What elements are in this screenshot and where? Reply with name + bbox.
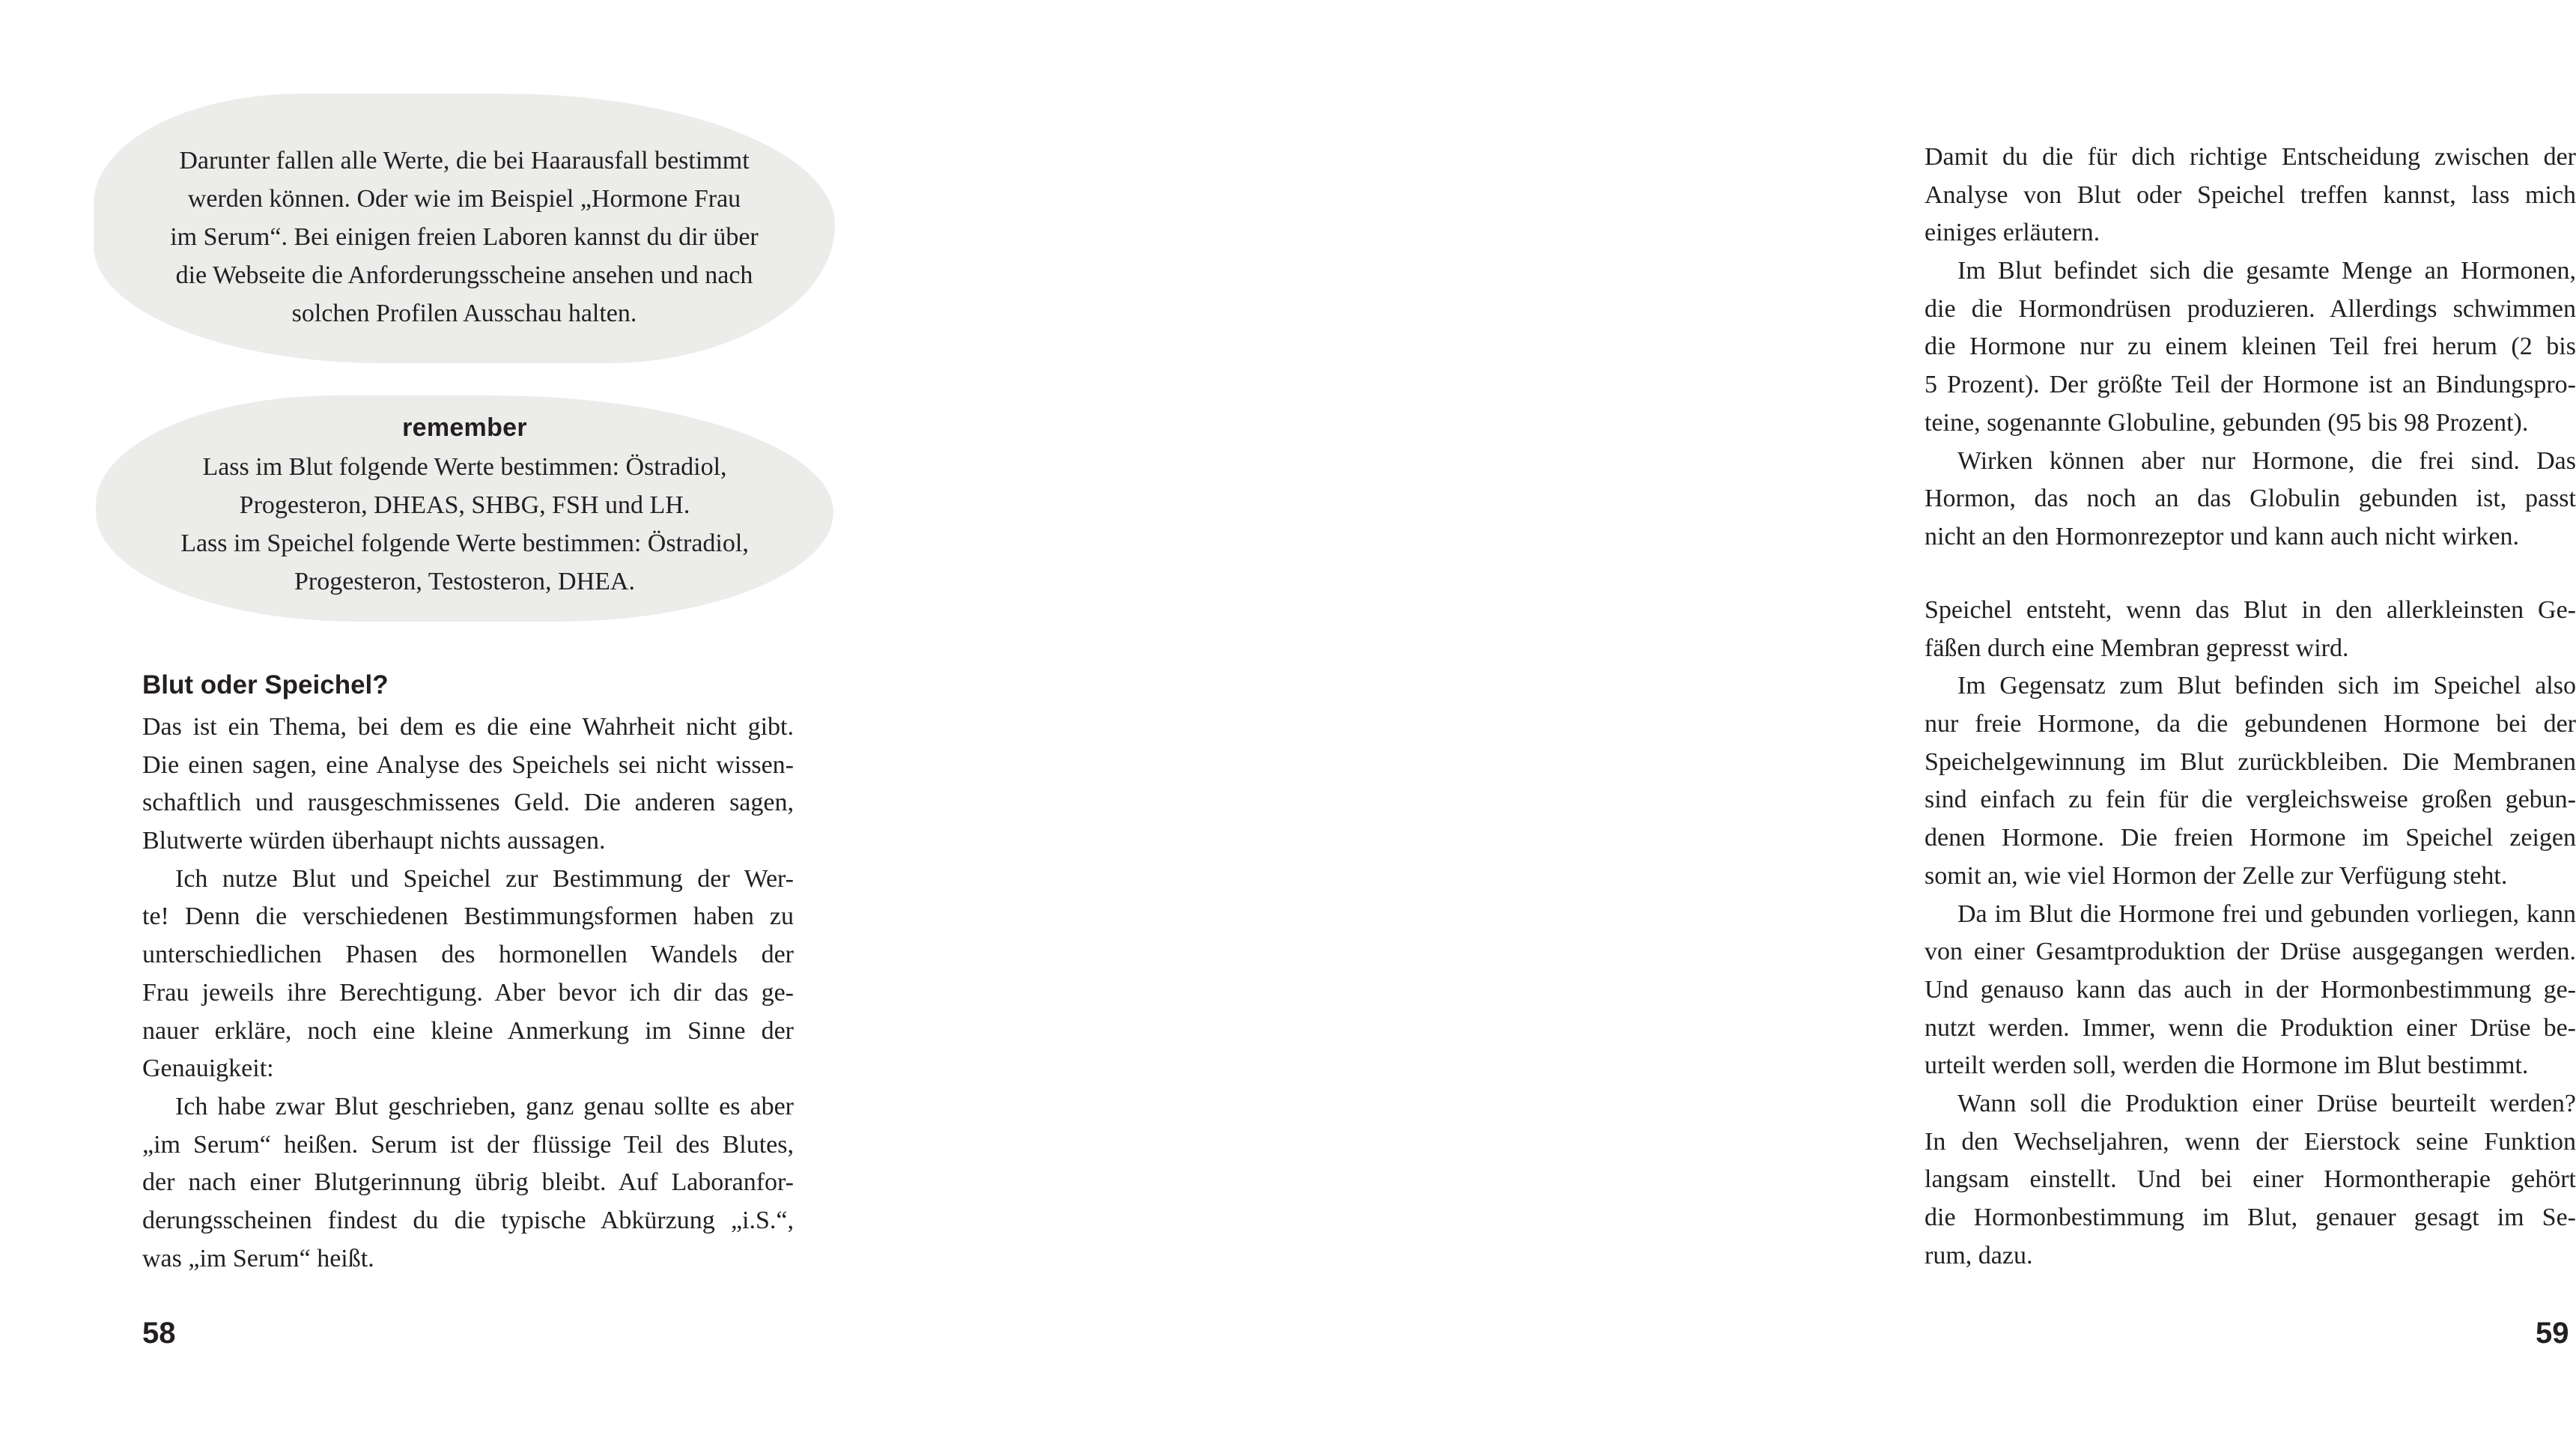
text-line: Analyse von Blut oder Speichel treffen kannst, lass mich — [1925, 180, 2576, 209]
text-line: der nach einer Blutgerinnung übrig bleibt. Auf Laboranfor- — [142, 1168, 794, 1197]
text-line: Die einen sagen, eine Analyse des Speichels sei nicht wissen- — [142, 750, 794, 779]
remember-line: Progesteron, Testosteron, DHEA. — [294, 568, 635, 595]
text-line: unterschiedlichen Phasen des hormonellen Wandels der — [142, 941, 794, 969]
right-page — [899, 0, 2576, 1432]
text-line: Frau jeweils ihre Berechtigung. Aber bevor ich dir das ge- — [142, 978, 794, 1007]
text-line: langsam einstellt. Und bei einer Hormontherapie gehört — [1925, 1165, 2576, 1194]
remember-line: Lass im Speichel folgende Werte bestimmen: Östradiol, — [180, 530, 749, 557]
text-line: Damit du die für dich richtige Entscheidung zwischen der — [1925, 143, 2576, 171]
left-page — [0, 0, 899, 1432]
text-line: Wann soll die Produktion einer Drüse beurteilt werden? — [1957, 1089, 2576, 1117]
text-line: Speichel entsteht, wenn das Blut in den allerkleinsten Ge- — [1925, 596, 2576, 624]
text-line: Wirken können aber nur Hormone, die frei sind. Das — [1957, 446, 2576, 475]
text-line: somit an, wie viel Hormon der Zelle zur Verfügung steht. — [1925, 861, 2508, 890]
remember-line: Lass im Blut folgende Werte bestimmen: Östradiol, — [202, 453, 727, 481]
text-line: Ich habe zwar Blut geschrieben, ganz genau sollte es aber — [175, 1092, 794, 1120]
text-line: denen Hormone. Die freien Hormone im Speichel zeigen — [1925, 824, 2576, 852]
left-body-text — [142, 709, 794, 1278]
text-line: Im Gegensatz zum Blut befinden sich im Speichel also — [1957, 672, 2576, 700]
text-line: schaftlich und rausgeschmissenes Geld. Die anderen sagen, — [142, 789, 794, 817]
text-line: urteilt werden soll, werden die Hormone im Blut bestimmt. — [1925, 1052, 2529, 1080]
page-number: 58 — [142, 1317, 176, 1350]
info-line: solchen Profilen Ausschau halten. — [291, 300, 637, 327]
text-line: In den Wechseljahren, wenn der Eierstock seine Funktion — [1925, 1127, 2576, 1156]
section-heading: Blut oder Speichel? — [142, 670, 389, 700]
text-line: fäßen durch eine Membran gepresst wird. — [1925, 634, 2349, 662]
right-body-text-1 — [1925, 139, 2576, 556]
text-line: Ich nutze Blut und Speichel zur Bestimmung der Wer- — [175, 864, 794, 893]
text-line: Speichelgewinnung im Blut zurückbleiben. Die Membranen — [1925, 747, 2576, 776]
text-line: nur freie Hormone, da die gebundenen Hormone bei der — [1925, 710, 2576, 738]
text-line: teine, sogenannte Globuline, gebunden (95 bis 98 Prozent). — [1925, 408, 2529, 437]
text-line: die Hormone nur zu einem kleinen Teil frei herum (2 bis — [1925, 333, 2576, 361]
text-line: te! Denn die verschiedenen Bestimmungsformen haben zu — [142, 902, 794, 931]
text-line: Da im Blut die Hormone frei und gebunden vorliegen, kann — [1957, 899, 2576, 928]
text-line: rum, dazu. — [1925, 1241, 2033, 1269]
right-body-text-2 — [1925, 592, 2576, 1275]
text-line: Und genauso kann das auch in der Hormonbestimmung ge- — [1925, 975, 2576, 1004]
text-line: die die Hormondrüsen produzieren. Allerdings schwimmen — [1925, 294, 2576, 323]
text-line: „im Serum“ heißen. Serum ist der flüssige Teil des Blutes, — [142, 1130, 794, 1159]
text-line: Das ist ein Thema, bei dem es die eine Wahrheit nicht gibt. — [142, 713, 794, 741]
text-line: nauer erkläre, noch eine kleine Anmerkung im Sinne der — [142, 1016, 794, 1045]
info-line: im Serum“. Bei einigen freien Laboren kannst du dir über — [170, 223, 759, 251]
remember-line: Progesteron, DHEAS, SHBG, FSH und LH. — [239, 491, 690, 519]
info-box — [94, 94, 835, 363]
text-line: nutzt werden. Immer, wenn die Produktion einer Drüse be- — [1925, 1013, 2576, 1042]
text-line: Blutwerte würden überhaupt nichts aussagen. — [142, 827, 606, 855]
text-line: einiges erläutern. — [1925, 219, 2100, 247]
text-line: was „im Serum“ heißt. — [142, 1244, 374, 1272]
text-line: die Hormonbestimmung im Blut, genauer gesagt im Se- — [1925, 1204, 2576, 1231]
text-line: Im Blut befindet sich die gesamte Menge an Hormonen, — [1957, 257, 2576, 285]
remember-heading: remember — [402, 413, 527, 442]
page-number: 59 — [2536, 1317, 2569, 1350]
text-line: derungsscheinen findest du die typische Abkürzung „i.S.“, — [142, 1206, 794, 1234]
text-line: nicht an den Hormonrezeptor und kann auch nicht wirken. — [1925, 522, 2520, 550]
info-line: werden können. Oder wie im Beispiel „Hormone Frau — [187, 185, 741, 213]
info-line: die Webseite die Anforderungsscheine ansehen und nach — [175, 261, 753, 289]
info-line: Darunter fallen alle Werte, die bei Haarausfall bestimmt — [179, 147, 750, 175]
text-line: sind einfach zu fein für die vergleichsweise großen gebun- — [1925, 786, 2576, 814]
text-line: Hormon, das noch an das Globulin gebunden ist, passt — [1925, 485, 2576, 513]
remember-box — [96, 395, 833, 622]
text-line: 5 Prozent). Der größte Teil der Hormone ist an Bindungspro- — [1925, 371, 2576, 399]
text-line: Genauigkeit: — [142, 1055, 274, 1083]
text-line: von einer Gesamtproduktion der Drüse ausgegangen werden. — [1925, 938, 2576, 966]
